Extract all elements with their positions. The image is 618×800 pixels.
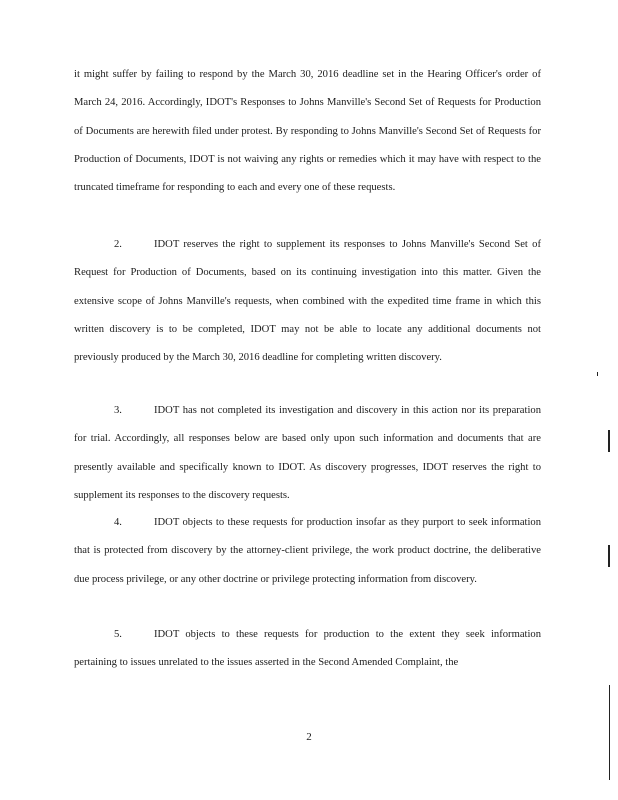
scan-artifact	[608, 430, 610, 452]
paragraph-text: IDOT has not completed its investigation and discovery in this action nor its preparation for trial. Accordingly, all responses below are based only upon such information and documents that are presently available and specifically known to IDOT. As discovery progresses, IDOT reserves the right to supplement its responses to the discovery requests.	[74, 405, 541, 501]
paragraph-number: 4.	[114, 517, 122, 528]
scan-artifact	[597, 372, 598, 376]
paragraph-text: IDOT objects to these requests for production insofar as they purport to seek information that is protected from discovery by the attorney-client privilege, the work product doctrine, the deliberative due process privilege, or any other doctrine or privilege protecting information from discovery.	[74, 517, 541, 585]
paragraph-number: 3.	[114, 405, 122, 416]
paragraph-1-continued	[74, 61, 541, 202]
paragraph-5	[74, 621, 541, 678]
scan-artifact	[608, 545, 610, 567]
paragraph-2	[74, 231, 541, 372]
paragraph-number: 5.	[114, 629, 122, 640]
paragraph-text: IDOT reserves the right to supplement its responses to Johns Manville's Second Set of Request for Production of Documents, based on its continuing investigation into this matter. Given the extensive scope of Johns Manville's requests, when combined with the expedited time frame in which this written discovery is to be completed, IDOT may not be able to locate any additional documents not previously produced by the March 30, 2016 deadline for completing written discovery.	[74, 239, 541, 364]
scan-artifact	[609, 685, 610, 780]
paragraph-3	[74, 397, 541, 510]
page-number: 2	[306, 731, 312, 743]
paragraph-number: 2.	[114, 239, 122, 250]
paragraph-text: IDOT objects to these requests for production to the extent they seek information pertaining to issues unrelated to the issues asserted in the Second Amended Complaint, the	[74, 629, 541, 669]
paragraph-text: it might suffer by failing to respond by the March 30, 2016 deadline set in the Hearing Officer's order of March 24, 2016. Accordingly, IDOT's Responses to Johns Manville's Second Set of Requests for Production of Documents are herewith filed under protest. By responding to Johns Manville's Second Set of Requests for Production of Documents, IDOT is not waiving any rights or remedies which it may have with respect to the truncated timeframe for responding to each and every one of these requests.	[74, 69, 541, 194]
paragraph-4	[74, 509, 541, 594]
